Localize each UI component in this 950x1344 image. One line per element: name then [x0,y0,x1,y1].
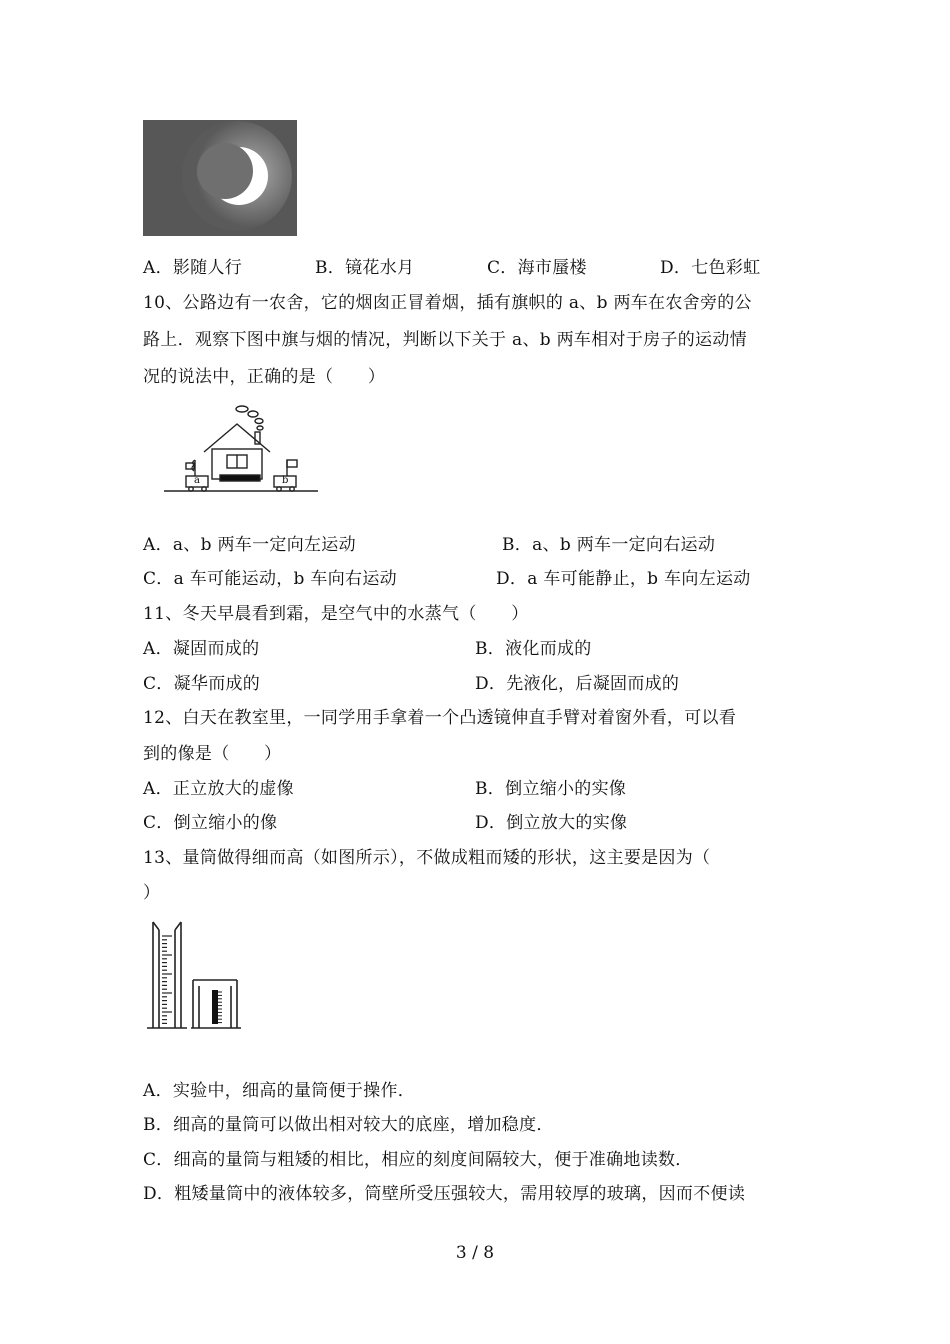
q10-stem-line-3: 况的说法中，正确的是（ ） [143,367,386,387]
q9-option-a: A．影随人行 [143,258,243,278]
q13-option-a: A．实验中，细高的量筒便于操作． [143,1081,416,1101]
q11-option-d: D．先液化，后凝固而成的 [475,674,680,694]
q12-option-c: C．倒立缩小的像 [143,813,278,833]
q13-option-d: D．粗矮量筒中的液体较多，筒壁所受压强较大，需用较厚的玻璃，因而不便读 [143,1184,746,1204]
q10-option-a: A．a、b 两车一定向左运动 [143,535,356,555]
q10-stem-line-1: 10、公路边有一农舍，它的烟囱正冒着烟，插有旗帜的 a、b 两车在农舍旁的公 [143,293,752,313]
q10-option-d: D．a 车可能静止，b 车向左运动 [496,569,751,589]
q13-stem-line-2: ） [143,883,161,903]
q13-option-c: C．细高的量筒与粗矮的相比，相应的刻度间隔较大，便于准确地读数． [143,1150,693,1170]
q12-stem-line-2: 到的像是（ ） [143,744,282,764]
measuring-cylinders-diagram [145,920,245,1036]
house-cars-diagram [160,402,320,502]
q11-stem: 11、冬天早晨看到霜，是空气中的水蒸气（ ） [143,604,529,624]
eclipse-photo [143,120,297,240]
q10-stem-line-2: 路上．观察下图中旗与烟的情况，判断以下关于 a、b 两车相对于房子的运动情 [143,330,747,350]
q9-option-c: C．海市蜃楼 [487,258,587,278]
q9-option-d: D．七色彩虹 [660,258,761,278]
q11-option-c: C．凝华而成的 [143,674,261,694]
q9-option-b: B．镜花水月 [315,258,415,278]
q12-option-a: A．正立放大的虚像 [143,779,294,799]
q10-option-c: C．a 车可能运动，b 车向右运动 [143,569,397,589]
q12-option-b: B．倒立缩小的实像 [475,779,627,799]
q13-stem-line-1: 13、量筒做得细而高（如图所示），不做成粗而矮的形状，这主要是因为（ [143,848,711,868]
car-a-label: a [194,475,200,486]
q12-option-d: D．倒立放大的实像 [475,813,628,833]
q11-option-b: B．液化而成的 [475,639,592,659]
car-b-label: b [282,475,289,486]
q13-option-b: B．细高的量筒可以做出相对较大的底座，增加稳度． [143,1115,554,1135]
q10-option-b: B．a、b 两车一定向右运动 [502,535,716,555]
page-number: 3 / 8 [455,1243,495,1263]
q11-option-a: A．凝固而成的 [143,639,260,659]
q12-stem-line-1: 12、白天在教室里，一同学用手拿着一个凸透镜伸直手臂对着窗外看，可以看 [143,708,737,728]
